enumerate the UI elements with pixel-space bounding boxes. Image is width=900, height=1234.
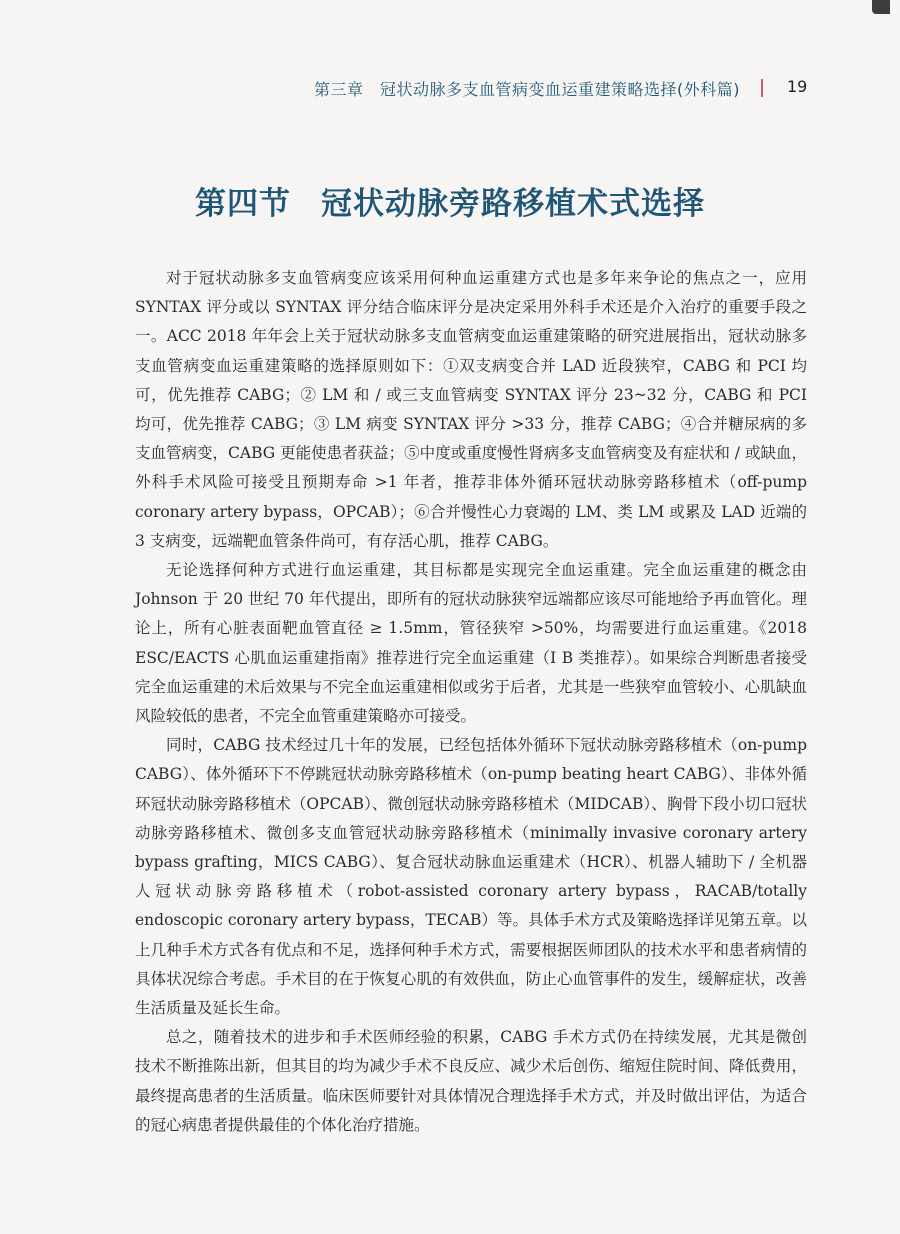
section-number: 第四节 bbox=[195, 186, 291, 222]
paragraph-1: 对于冠状动脉多支血管病变应该采用何种血运重建方式也是多年来争论的焦点之一，应用 SYNTAX 评分或以 SYNTAX 评分结合临床评分是决定采用外科手术还是介入治疗的重要手段之一。ACC 2018 年年会上关于冠状动脉多支血管病变血运重建策略的研究进展指出，冠状动脉多支血管病变血运重建策略的选择原则如下：①双支病变合并 LAD 近段狭窄，CABG 和 PCI 均可，优先推荐 CABG；② LM 和 / 或三支血管病变 SYNTAX 评分 23~32 分，CABG 和 PCI 均可，优先推荐 CABG；③ LM 病变 SYNTAX 评分 >33 分，推荐 CABG；④合并糖尿病的多支血管病变，CABG 更能使患者获益；⑤中度或重度慢性肾病多支血管病变及有症状和 / 或缺血，外科手术风险可接受且预期寿命 >1 年者，推荐非体外循环冠状动脉旁路移植术（off-pump coronary artery bypass，OPCAB）；⑥合并慢性心力衰竭的 LM、类 LM 或累及 LAD 近端的 3 支病变，远端靶血管条件尚可，有存活心肌，推荐 CABG。 bbox=[135, 269, 807, 550]
body-text bbox=[135, 264, 807, 1140]
page-number: 19 bbox=[787, 77, 808, 96]
chapter-title: 第三章 冠状动脉多支血管病变血运重建策略选择(外科篇) bbox=[314, 80, 740, 99]
paragraph-3: 同时，CABG 技术经过几十年的发展，已经包括体外循环下冠状动脉旁路移植术（on-pump CABG）、体外循环下不停跳冠状动脉旁路移植术（on-pump beating heart CABG）、非体外循环冠状动脉旁路移植术（OPCAB）、微创冠状动脉旁路移植术（MIDCAB）、胸骨下段小切口冠状动脉旁路移植术、微创多支血管冠状动脉旁路移植术（minimally invasive coronary artery bypass grafting，MICS CABG）、复合冠状动脉血运重建术（HCR）、机器人辅助下 / 全机器人冠状动脉旁路移植术（robot-assisted coronary artery bypass，RACAB/totally endoscopic coronary artery bypass，TECAB）等。具体手术方式及策略选择详见第五章。以上几种手术方式各有优点和不足，选择何种手术方式，需要根据医师团队的技术水平和患者病情的具体状况综合考虑。手术目的在于恢复心肌的有效供血，防止心血管事件的发生，缓解症状，改善生活质量及延长生命。 bbox=[135, 736, 807, 1018]
section-heading: 冠状动脉旁路移植术式选择 bbox=[321, 186, 705, 222]
page-corner-mark bbox=[872, 0, 890, 14]
running-header bbox=[0, 75, 900, 103]
header-separator bbox=[761, 79, 763, 97]
paragraph-4: 总之，随着技术的进步和手术医师经验的积累，CABG 手术方式仍在持续发展，尤其是微创技术不断推陈出新，但其目的均为减少手术不良反应、减少术后创伤、缩短住院时间、降低费用，最终提高患者的生活质量。临床医师要针对具体情况合理选择手术方式，并及时做出评估，为适合的冠心病患者提供最佳的个体化治疗措施。 bbox=[135, 1028, 807, 1134]
section-title bbox=[0, 178, 900, 223]
paragraph-2: 无论选择何种方式进行血运重建，其目标都是实现完全血运重建。完全血运重建的概念由 Johnson 于 20 世纪 70 年代提出，即所有的冠状动脉狭窄远端都应该尽可能地给予再血管化。理论上，所有心脏表面靶血管直径 ≥ 1.5mm，管径狭窄 >50%，均需要进行血运重建。《2018 ESC/EACTS 心肌血运重建指南》推荐进行完全血运重建（Ⅰ B 类推荐）。如果综合判断患者接受完全血运重建的术后效果与不完全血运重建相似或劣于后者，尤其是一些狭窄血管较小、心肌缺血风险较低的患者，不完全血管重建策略亦可接受。 bbox=[135, 561, 807, 726]
